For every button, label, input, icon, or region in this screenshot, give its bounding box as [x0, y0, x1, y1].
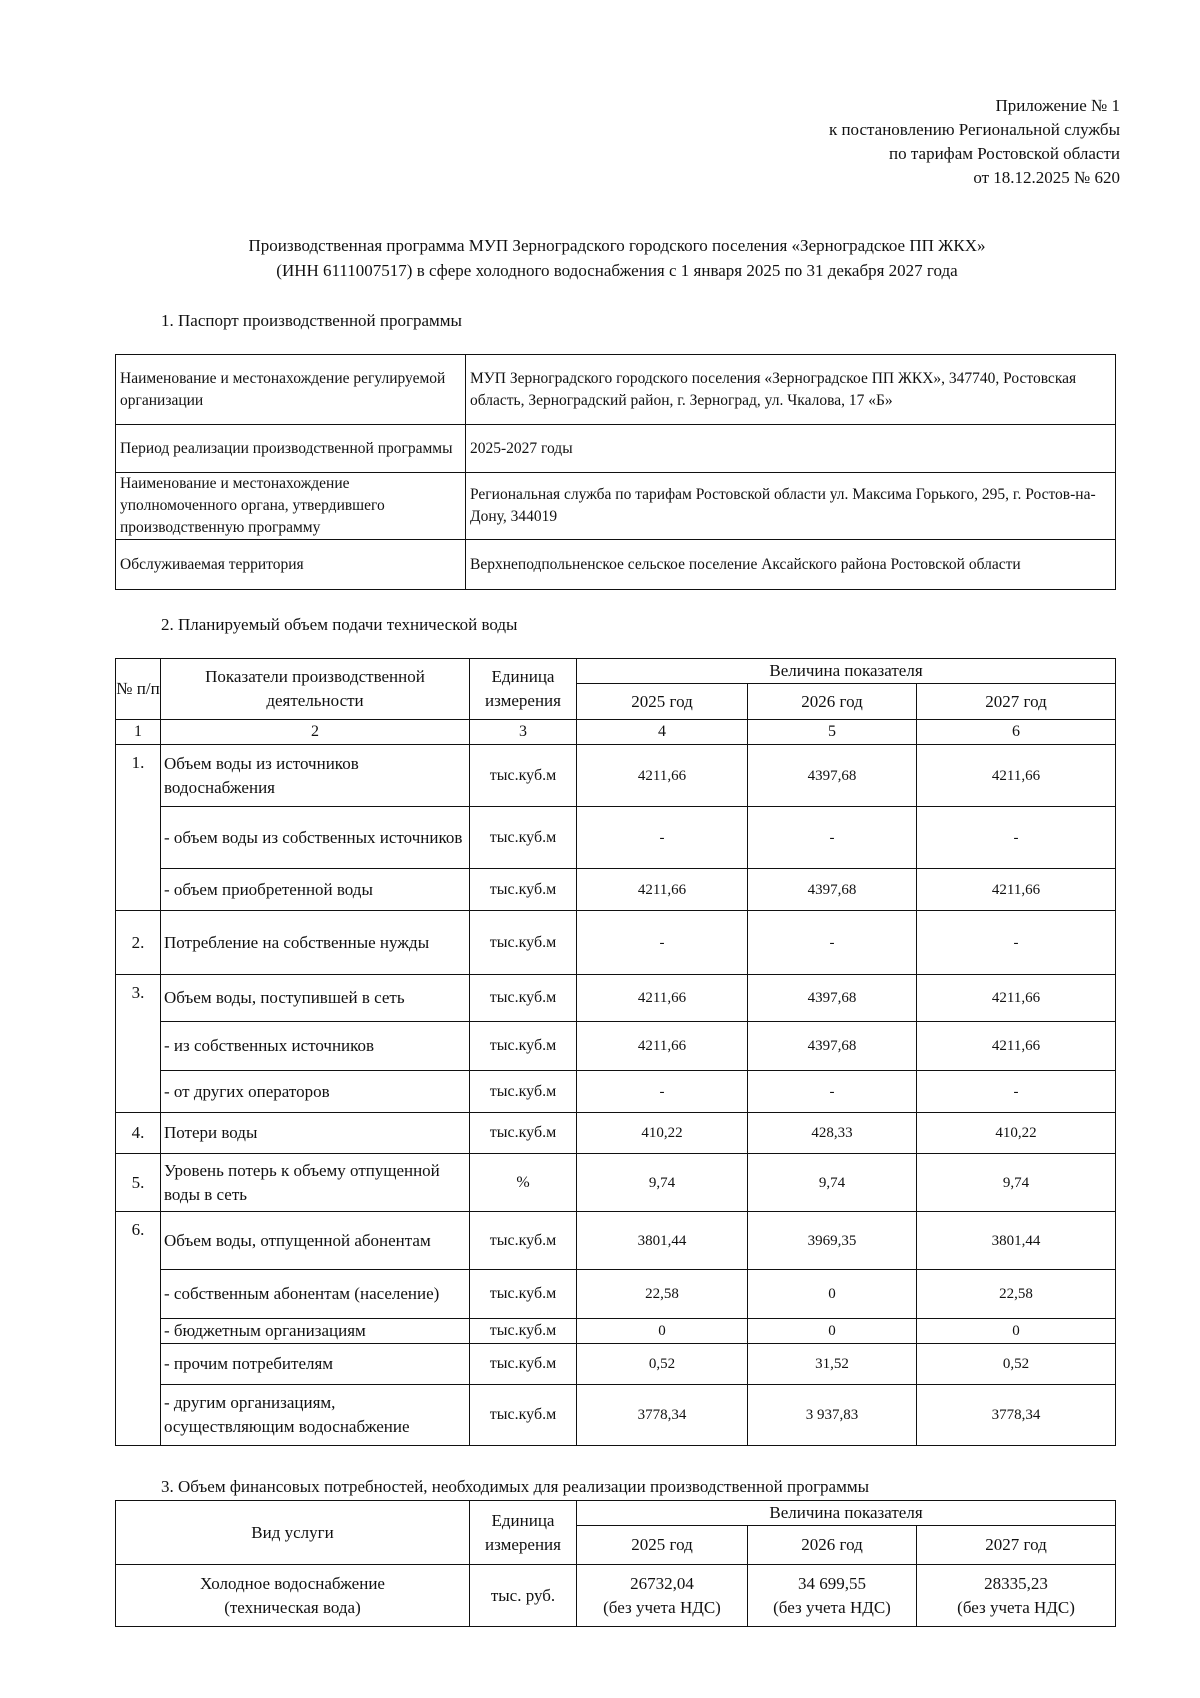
unit-cell: тыс.куб.м	[470, 1270, 577, 1319]
document-title	[117, 233, 1117, 283]
unit-cell: тыс.куб.м	[470, 1071, 577, 1113]
section-1-title: 1. Паспорт производственной программы	[161, 311, 462, 330]
appendix-line-4: от 18.12.2025 № 620	[973, 168, 1120, 187]
table-row	[116, 869, 1116, 911]
value-2025: -	[577, 1071, 748, 1113]
value-2027: 9,74	[917, 1154, 1116, 1212]
vat-note: (без учета НДС)	[773, 1597, 891, 1617]
indicator-name: - прочим потребителям	[161, 1344, 470, 1385]
amount-2026	[748, 1565, 917, 1627]
value-2026: 0	[748, 1319, 917, 1344]
value-2025: 4211,66	[577, 975, 748, 1022]
header-row	[116, 659, 1116, 684]
header-service: Вид услуги	[116, 1501, 470, 1565]
indicator-name: - объем воды из собственных источников	[161, 807, 470, 869]
value-2027: 3778,34	[917, 1385, 1116, 1446]
value-2025: 4211,66	[577, 1022, 748, 1071]
passport-label: Обслуживаемая территория	[116, 540, 466, 590]
header-value-group: Величина показателя	[577, 1501, 1116, 1526]
value-2026: 4397,68	[748, 975, 917, 1022]
value-2026: -	[748, 911, 917, 975]
column-number: 3	[470, 720, 577, 745]
column-number: 2	[161, 720, 470, 745]
unit-cell: %	[470, 1154, 577, 1212]
service-line-1: Холодное водоснабжение	[200, 1573, 385, 1593]
indicator-name: Уровень потерь к объему отпущенной воды в сеть	[161, 1154, 470, 1212]
value-2025: 0	[577, 1319, 748, 1344]
indicator-name: - собственным абонентам (население)	[161, 1270, 470, 1319]
title-line-2: (ИНН 6111007517) в сфере холодного водоснабжения с 1 января 2025 по 31 декабря 2027 года	[276, 261, 958, 280]
service-line-2: (техническая вода)	[224, 1597, 361, 1617]
value-2026: 428,33	[748, 1113, 917, 1154]
value-2025: 3801,44	[577, 1212, 748, 1270]
value-2026: 4397,68	[748, 1022, 917, 1071]
unit-cell: тыс.куб.м	[470, 1319, 577, 1344]
water-volume-table	[115, 658, 1116, 1446]
value-2027: 410,22	[917, 1113, 1116, 1154]
header-row	[116, 1501, 1116, 1526]
value-2026: 3969,35	[748, 1212, 917, 1270]
unit-cell: тыс.куб.м	[470, 975, 577, 1022]
appendix-line-1: Приложение № 1	[995, 96, 1120, 115]
column-number: 1	[116, 720, 161, 745]
passport-label: Период реализации производственной программы	[116, 425, 466, 473]
passport-row	[116, 473, 1116, 540]
passport-value: Верхнеподпольненское сельское поселение Аксайского района Ростовской области	[466, 540, 1116, 590]
indicator-name: Объем воды, отпущенной абонентам	[161, 1212, 470, 1270]
value-2027: 3801,44	[917, 1212, 1116, 1270]
amount-value: 28335,23	[984, 1573, 1048, 1593]
column-number: 5	[748, 720, 917, 745]
unit-cell: тыс.куб.м	[470, 1344, 577, 1385]
value-2027: 4211,66	[917, 869, 1116, 911]
value-2025: 4211,66	[577, 869, 748, 911]
value-2027: 4211,66	[917, 1022, 1116, 1071]
header-2026: 2026 год	[748, 1526, 917, 1565]
value-2026: 4397,68	[748, 869, 917, 911]
section-2-title: 2. Планируемый объем подачи технической воды	[161, 615, 518, 634]
appendix-header	[829, 94, 1120, 190]
header-2026: 2026 год	[748, 684, 917, 720]
passport-row	[116, 355, 1116, 425]
header-unit: Единица измерения	[470, 659, 577, 720]
row-number: 5.	[116, 1154, 161, 1212]
unit-cell: тыс.куб.м	[470, 745, 577, 807]
vat-note: (без учета НДС)	[957, 1597, 1075, 1617]
value-2027: 22,58	[917, 1270, 1116, 1319]
table-row	[116, 1022, 1116, 1071]
column-number: 6	[917, 720, 1116, 745]
header-unit: Единица измерения	[470, 1501, 577, 1565]
passport-row	[116, 540, 1116, 590]
value-2026: 0	[748, 1270, 917, 1319]
table-row	[116, 1113, 1116, 1154]
value-2026: -	[748, 1071, 917, 1113]
value-2025: 4211,66	[577, 745, 748, 807]
header-2025: 2025 год	[577, 684, 748, 720]
unit-cell: тыс.куб.м	[470, 869, 577, 911]
unit-cell: тыс.куб.м	[470, 1113, 577, 1154]
unit-cell: тыс.куб.м	[470, 1385, 577, 1446]
row-number: 3.	[116, 975, 161, 1113]
passport-value: Региональная служба по тарифам Ростовской области ул. Максима Горького, 295, г. Ростов-на-Дону, 344019	[466, 473, 1116, 540]
value-2025: -	[577, 807, 748, 869]
header-indicator: Показатели производственной деятельности	[161, 659, 470, 720]
table-row	[116, 745, 1116, 807]
value-2027: 0,52	[917, 1344, 1116, 1385]
section-3-title: 3. Объем финансовых потребностей, необходимых для реализации производственной программы	[161, 1477, 870, 1496]
row-number: 4.	[116, 1113, 161, 1154]
appendix-line-2: к постановлению Региональной службы	[828, 120, 1120, 139]
indicator-name: - из собственных источников	[161, 1022, 470, 1071]
title-line-1: Производственная программа МУП Зерноградского городского поселения «Зерноградское ПП ЖКХ»	[248, 236, 986, 255]
table-row	[116, 1565, 1116, 1627]
value-2026: 4397,68	[748, 745, 917, 807]
header-2027: 2027 год	[917, 684, 1116, 720]
table-row	[116, 911, 1116, 975]
amount-value: 26732,04	[630, 1573, 694, 1593]
column-number-row	[116, 720, 1116, 745]
table-row	[116, 1212, 1116, 1270]
table-row	[116, 1385, 1116, 1446]
passport-label: Наименование и местонахождение уполномоченного органа, утвердившего производственную программу	[116, 473, 466, 540]
indicator-name: - бюджетным организациям	[161, 1319, 470, 1344]
passport-value: 2025-2027 годы	[466, 425, 1116, 473]
value-2026: 9,74	[748, 1154, 917, 1212]
finance-table	[115, 1500, 1116, 1627]
table-row	[116, 1071, 1116, 1113]
service-name	[116, 1565, 470, 1627]
header-2027: 2027 год	[917, 1526, 1116, 1565]
row-number: 2.	[116, 911, 161, 975]
value-2025: 0,52	[577, 1344, 748, 1385]
indicator-name: Потери воды	[161, 1113, 470, 1154]
unit-cell: тыс.куб.м	[470, 911, 577, 975]
unit-cell: тыс. руб.	[470, 1565, 577, 1627]
passport-row	[116, 425, 1116, 473]
table-row	[116, 975, 1116, 1022]
value-2027: 4211,66	[917, 745, 1116, 807]
column-number: 4	[577, 720, 748, 745]
value-2026: 3 937,83	[748, 1385, 917, 1446]
indicator-name: - объем приобретенной воды	[161, 869, 470, 911]
value-2027: 0	[917, 1319, 1116, 1344]
unit-cell: тыс.куб.м	[470, 807, 577, 869]
value-2027: -	[917, 1071, 1116, 1113]
amount-value: 34 699,55	[798, 1573, 866, 1593]
table-row	[116, 1319, 1116, 1344]
value-2027: -	[917, 807, 1116, 869]
unit-cell: тыс.куб.м	[470, 1022, 577, 1071]
value-2027: 4211,66	[917, 975, 1116, 1022]
indicator-name: Объем воды из источников водоснабжения	[161, 745, 470, 807]
value-2025: 9,74	[577, 1154, 748, 1212]
passport-value: МУП Зерноградского городского поселения «Зерноградское ПП ЖКХ», 347740, Ростовская область, Зерноградский район, г. Зерноград, ул. Чкалова, 17 «Б»	[466, 355, 1116, 425]
table-row	[116, 1344, 1116, 1385]
amount-2027	[917, 1565, 1116, 1627]
header-value-group: Величина показателя	[577, 659, 1116, 684]
passport-table	[115, 354, 1116, 590]
passport-label: Наименование и местонахождение регулируемой организации	[116, 355, 466, 425]
value-2025: 410,22	[577, 1113, 748, 1154]
row-number: 1.	[116, 745, 161, 911]
value-2026: 31,52	[748, 1344, 917, 1385]
header-num: № п/п	[116, 659, 161, 720]
amount-2025	[577, 1565, 748, 1627]
value-2025: 3778,34	[577, 1385, 748, 1446]
value-2025: 22,58	[577, 1270, 748, 1319]
value-2027: -	[917, 911, 1116, 975]
header-2025: 2025 год	[577, 1526, 748, 1565]
value-2025: -	[577, 911, 748, 975]
appendix-line-3: по тарифам Ростовской области	[889, 144, 1120, 163]
indicator-name: - от других операторов	[161, 1071, 470, 1113]
value-2026: -	[748, 807, 917, 869]
vat-note: (без учета НДС)	[603, 1597, 721, 1617]
indicator-name: - другим организациям, осуществляющим водоснабжение	[161, 1385, 470, 1446]
indicator-name: Потребление на собственные нужды	[161, 911, 470, 975]
row-number: 6.	[116, 1212, 161, 1446]
indicator-name: Объем воды, поступившей в сеть	[161, 975, 470, 1022]
unit-cell: тыс.куб.м	[470, 1212, 577, 1270]
table-row	[116, 807, 1116, 869]
table-row	[116, 1270, 1116, 1319]
table-row	[116, 1154, 1116, 1212]
